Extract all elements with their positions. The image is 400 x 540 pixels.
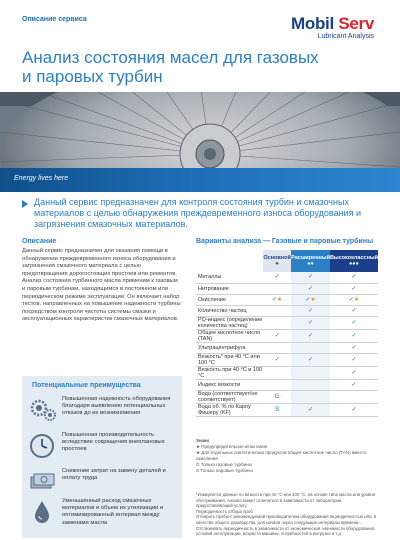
- column-premium-dots: ●●●: [348, 261, 359, 267]
- slogan: Energy lives here: [14, 175, 69, 182]
- oil-drop-icon: [28, 498, 58, 526]
- description-title: Описание: [22, 238, 57, 245]
- footnote: Отбирать пробы с рекомендуемой производителем оборудования периодичностью или, в качестве общего руководства, для начала через следующие интервалы времени...: [196, 514, 377, 525]
- logo-subtitle: Lubricant Analysis: [317, 33, 374, 40]
- table-row: Вязкость* при 40 °C или 100 °C ✓ ✓ ✓: [196, 353, 378, 366]
- table-row: Нитрование ✓ ✓: [196, 283, 378, 294]
- footnote: Отслеживать периодичность в зависимости от экономической значимости оборудования, условий эксплуатации, возраста машины, потребностей в выгрузке и т.д.: [196, 525, 376, 537]
- clock-icon: [28, 432, 58, 460]
- mobil-serv-logo: [291, 14, 374, 40]
- column-premium: Высококлассный ●●●: [330, 250, 378, 272]
- intro-text: Данный сервис предназначен для контроля состояния турбин и смазочных материалов с целью обнаружения преждевременного износа оборудования и загрязнения смазочных материалов.: [34, 197, 362, 229]
- table-row: Общее кислотное число (TAN) ✓ ✓ ✓: [196, 329, 378, 342]
- benefit-text: Снижение затрат на замену деталей и оплату труда: [62, 468, 166, 482]
- benefit-item: [28, 468, 178, 502]
- footnote: Периодичность отбора проб: [196, 508, 253, 514]
- legend-item: ★ Для отдельных синтетических продуктов общее кислотное число (TAN) вместо окисления: [196, 450, 367, 461]
- column-extended-dots: ●●: [307, 261, 314, 267]
- logo-mobil: Mobil: [291, 14, 334, 33]
- section-tag: Описание сервиса: [22, 16, 87, 23]
- table-title: Варианты анализа — Газовые и паровые турбины: [196, 238, 374, 245]
- column-basic-dots: ●: [275, 261, 279, 267]
- gears-icon: [28, 396, 58, 424]
- legend-item: ★ Предупредительное испытание: [196, 444, 268, 449]
- intro-arrow-icon: [22, 200, 28, 208]
- table-row: Ультрацентрифуга ✓: [196, 342, 378, 353]
- footnotes: [196, 492, 378, 537]
- table-row: Индекс вязкости ✓: [196, 379, 378, 390]
- legend-item: G Только газовые турбины: [196, 462, 252, 467]
- table-row: Вода (соответствует/не соответствует) G: [196, 390, 378, 403]
- table-row: Окисление ✓★ ✓★ ✓★: [196, 294, 378, 305]
- table-row: Вода об. % по Карлу Фишеру (KF) S ✓ ✓: [196, 403, 378, 416]
- benefit-item: [28, 396, 178, 430]
- page-title: Анализ состояния масел для газовых и паровых турбин: [22, 48, 319, 86]
- footnote: *Измеряется данные по вязкости при 40 °C или 100 °C, на основе типа масла или уровня обслуживания. Анализ может отличаться в зависимости от лаборатории, предоставляющей услугу.: [196, 492, 376, 509]
- column-extended: Расширенный ●●: [291, 250, 330, 272]
- benefit-text: Уменьшенный расход смазочных материалов и объем их утилизации и оптимизированный интервал между заменами масла: [62, 498, 164, 526]
- table-legend: [196, 438, 376, 474]
- benefits-panel: [22, 376, 182, 538]
- legend-title: Знаки: [196, 438, 210, 443]
- benefits-title: Потенциальные преимущества: [32, 382, 141, 389]
- description-text: Данный сервис предназначен для оказания помощи в обнаружении преждевременного износа оборудования и загрязнения смазочного материала с целью предотвращения дорогостоящих простоев или ремонтов. Анализ состояния турбинного масла применим к газовым и паровым турбинам, находящимся в постоянном или периодическом режиме эксплуатации. Он включает набор тестов, направленных на повышение надежности турбины посредством контроля чистоты системы смазки и эксплуатационных характеристик смазочных материалов.: [22, 248, 181, 323]
- column-basic: Основной ●: [263, 250, 291, 272]
- benefit-item: [28, 498, 178, 532]
- benefit-text: Повышенная надежность оборудования благодаря выявлению потенциальных отказов до их возникновения: [62, 396, 171, 417]
- logo-serv: Serv: [338, 14, 374, 33]
- benefit-item: [28, 432, 178, 466]
- legend-item: S Только паровые турбины: [196, 468, 253, 473]
- table-row: PQ-индекс (определение количества частиц) ✓ ✓: [196, 316, 378, 329]
- table-row: Вязкость при 40 °C и 100 °C ✓: [196, 366, 378, 379]
- analysis-options-table: [196, 250, 378, 417]
- money-icon: [28, 468, 58, 496]
- benefit-text: Повышенная производительность вследствие сокращения внеплановых простоев: [62, 432, 165, 453]
- slogan-bar: [0, 168, 400, 192]
- table-row: Металлы ✓ ✓ ✓: [196, 272, 378, 283]
- table-row: Количество частиц ✓ ✓: [196, 305, 378, 316]
